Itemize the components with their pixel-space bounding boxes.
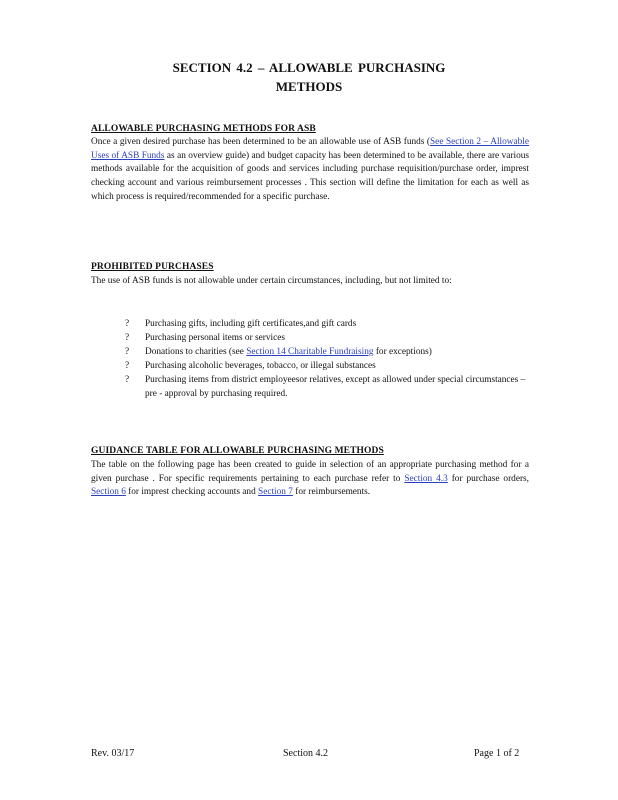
list-item (118, 359, 528, 373)
list-item (118, 373, 528, 401)
guidance-text-1: The table on the following page has been created to guide in selection of an appropriate purchasing method for a given purchase . For specific requirements pertaining to each purchase refer to (91, 460, 529, 484)
title-line-2: METHODS (275, 79, 343, 94)
list-item-text: Donations to charities (see (145, 347, 247, 357)
guidance-text-2: for purchase orders, (447, 473, 529, 484)
guidance-table-heading: GUIDANCE TABLE FOR ALLOWABLE PURCHASING METHODS (91, 446, 384, 456)
section-6-link[interactable]: Section 6 (91, 487, 126, 498)
allowable-text-1: Once a given desired purchase has been determined to be an allowable use of ASB funds ( (91, 137, 431, 147)
guidance-paragraph (91, 459, 529, 500)
section-4-3-link[interactable]: Section 4.3 (404, 473, 448, 484)
prohibited-list (118, 317, 528, 401)
allowable-text-2: as an overview guide) and budget capacity has been determined to be available, there are various methods available for the acquisition of goods and services including purchase requisition/purchase order, imprest checking account and various reimbursement processes . This section will define the limitation for each as well as which process is required/recommended for a specific purchase. (91, 150, 529, 202)
guidance-text-4: for reimbursements. (292, 487, 371, 498)
list-item (118, 345, 528, 359)
list-item-text: Purchasing personal items or services (145, 333, 285, 343)
bullet-mark: ? (125, 375, 130, 385)
bullet-mark: ? (125, 347, 130, 357)
list-item-text: Purchasing alcoholic beverages, tobacco, or illegal substances (145, 361, 376, 371)
section-7-link[interactable]: Section 7 (258, 487, 293, 498)
bullet-mark: ? (125, 333, 130, 343)
allowable-methods-paragraph (91, 136, 529, 205)
prohibited-purchases-heading: PROHIBITED PURCHASES (91, 262, 214, 272)
bullet-mark: ? (125, 319, 130, 329)
list-item-text: Purchasing gifts, including gift certificates,and gift cards (145, 319, 357, 329)
list-item (118, 331, 528, 345)
title-line-1: SECTION 4.2 – ALLOWABLE PURCHASING (172, 60, 446, 75)
allowable-methods-heading: ALLOWABLE PURCHASING METHODS FOR ASB (91, 124, 316, 134)
footer-revision: Rev. 03/17 (91, 748, 135, 759)
page-title (0, 58, 618, 96)
prohibited-intro: The use of ASB funds is not allowable under certain circumstances, including, but not limited to: (91, 276, 452, 286)
guidance-text-3: for imprest checking accounts and (125, 487, 259, 498)
list-item-text: for exceptions) (373, 347, 432, 357)
section-14-link[interactable]: Section 14 Charitable Fundraising (246, 347, 374, 357)
section-2-link[interactable]: See Section 2 – Allowable Uses of ASB Funds (91, 137, 529, 161)
bullet-mark: ? (125, 361, 130, 371)
footer-section: Section 4.2 (283, 748, 328, 759)
list-item-text: Purchasing items from district employeesor relatives, except as allowed under special circumstances – pre - approval by purchasing required. (145, 375, 526, 399)
list-item (118, 317, 528, 331)
footer-page-number: Page 1 of 2 (474, 748, 520, 759)
